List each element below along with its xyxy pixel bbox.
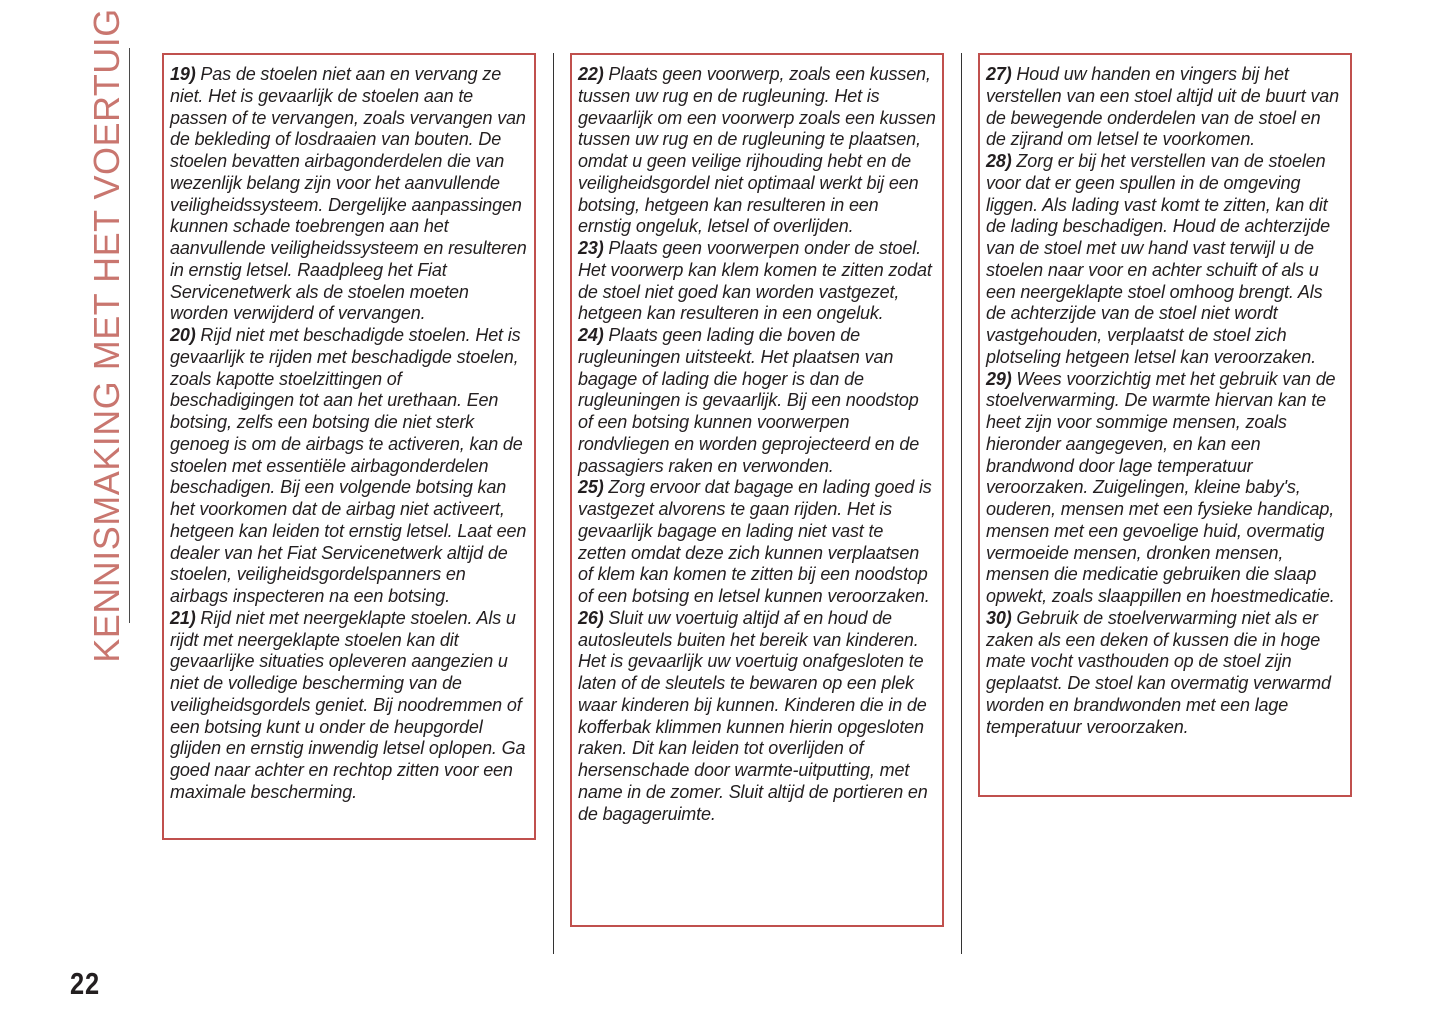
warning-text: Pas de stoelen niet aan en vervang ze niet. Het is gevaarlijk de stoelen aan te passen of te vervangen, zoals vervangen van de bekleding of losdraaien van bouten. De stoelen bevatten airbagonderdelen die van wezenlijk belang zijn voor het aanvullende veiligheidssysteem. Dergelijke aanpassingen kunnen schade toebrengen aan het aanvullende veiligheidssysteem en resulteren in ernstig letsel. Raadpleeg het Fiat Servicenetwerk als de stoelen moeten worden verwijderd of vervangen. xyxy=(170,64,527,324)
warning-number: 25) xyxy=(578,477,604,498)
warning-20 xyxy=(170,325,528,608)
column-divider xyxy=(553,53,554,954)
warning-text: Rijd niet met beschadigde stoelen. Het is gevaarlijk te rijden met beschadigde stoelen, zoals kapotte stoelzittingen of beschadigingen tot aan het urethaan. Een botsing, zelfs een botsing die niet sterk genoeg is om de airbags te activeren, kan de stoelen met essentiële airbagonderdelen beschadigen. Bij een volgende botsing kan het voorkomen dat de airbag niet activeert, hetgeen kan leiden tot ernstig letsel. Laat een dealer van het Fiat Servicenetwerk altijd de stoelen, veiligheidsgordelspanners en airbags inspecteren na een botsing. xyxy=(170,325,527,606)
column-divider xyxy=(961,53,962,954)
warning-number: 21) xyxy=(170,607,196,628)
warning-box-col2 xyxy=(570,53,944,927)
warning-text: Plaats geen voorwerpen onder de stoel. Het voorwerp kan klem komen te zitten zodat de stoel niet goed kan worden vastgezet, hetgeen kan resulteren in een ongeluk. xyxy=(578,238,932,324)
warning-26 xyxy=(578,608,936,826)
warning-25 xyxy=(578,477,936,608)
page-number: 22 xyxy=(70,966,100,1001)
warning-number: 27) xyxy=(986,64,1012,84)
warning-27 xyxy=(986,64,1344,151)
warning-number: 28) xyxy=(986,151,1012,171)
warning-28 xyxy=(986,151,1344,369)
warning-text: Wees voorzichtig met het gebruik van de stoelverwarming. De warmte hiervan kan te heet zijn voor sommige mensen, zoals hieronder aangegeven, en kan een brandwond door lage temperatuur veroorzaken. Zuigelingen, kleine baby's, ouderen, mensen met een fysieke handicap, mensen met een gevoelige huid, overmatig vermoeide mensen, dronken mensen, mensen die medicatie gebruiken die slaap opwekt, zoals slaappillen en hoestmedicatie. xyxy=(986,368,1336,606)
warning-24 xyxy=(578,325,936,477)
warning-text: Sluit uw voertuig altijd af en houd de autosleutels buiten het bereik van kinderen. Het is gevaarlijk uw voertuig onafgesloten te laten of de sleutels te bewaren op een plek waar kinderen bij kunnen. Kinderen die in de kofferbak klimmen kunnen hierin opgesloten raken. Dit kan leiden tot overlijden of hersenschade door warmte-uitputting, met name in de zomer. Sluit altijd de portieren en de bagageruimte. xyxy=(578,607,928,824)
warning-30 xyxy=(986,608,1344,739)
warning-29 xyxy=(986,369,1344,608)
warning-22 xyxy=(578,64,936,238)
warning-number: 20) xyxy=(170,325,196,345)
warning-23 xyxy=(578,238,936,325)
warning-19 xyxy=(170,64,528,325)
warning-number: 23) xyxy=(578,238,604,258)
warning-number: 22) xyxy=(578,64,604,84)
warning-number: 24) xyxy=(578,325,604,345)
warning-box-col1 xyxy=(162,53,536,840)
warning-number: 30) xyxy=(986,607,1012,628)
warning-number: 29) xyxy=(986,368,1012,389)
warning-text: Rijd niet met neergeklapte stoelen. Als u rijdt met neergeklapte stoelen kan dit gevaarlijke situaties opleveren aangezien u niet de volledige bescherming van de veiligheidsgordels geniet. Bij noodremmen of een botsing kunt u onder de heupgordel glijden en ernstig inwendig letsel oplopen. Ga goed naar achter en rechtop zitten voor een maximale bescherming. xyxy=(170,607,526,802)
warning-number: 26) xyxy=(578,607,604,628)
warning-box-col3 xyxy=(978,53,1352,797)
warning-text: Zorg ervoor dat bagage en lading goed is vastgezet alvorens te gaan rijden. Het is gevaarlijk bagage en lading niet vast te zetten omdat deze zich kunnen verplaatsen of klem kan komen te zitten bij een noodstop of een botsing en letsel kunnen veroorzaken. xyxy=(578,477,932,606)
warning-text: Plaats geen voorwerp, zoals een kussen, tussen uw rug en de rugleuning. Het is gevaarlijk om een voorwerp zoals een kussen tussen uw rug en de rugleuning te plaatsen, omdat u geen veilige rijhouding hebt en de veiligheidsgordel niet optimaal werkt bij een botsing, hetgeen kan resulteren in een ernstig ongeluk, letsel of overlijden. xyxy=(578,64,936,237)
warning-21 xyxy=(170,608,528,804)
warning-text: Gebruik de stoelverwarming niet als er zaken als een deken of kussen die in hoge mate vocht vasthouden op de stoel zijn geplaatst. De stoel kan overmatig verwarmd worden en brandwonden met een lage temperatuur veroorzaken. xyxy=(986,607,1331,737)
section-title: KENNISMAKING MET HET VOERTUIG xyxy=(84,48,130,623)
warning-text: Houd uw handen en vingers bij het verstellen van een stoel altijd uit de buurt van de bewegende onderdelen van de stoel en de zijrand om letsel te voorkomen. xyxy=(986,64,1340,150)
warning-text: Zorg er bij het verstellen van de stoelen voor dat er geen spullen in de omgeving liggen. Als lading vast komt te zitten, kan dit de lading beschadigen. Houd de achterzijde van de stoel met uw hand vast terwijl u de stoelen naar voor en achter schuift of als u een neergeklapte stoel omhoog brengt. Als de achterzijde van de stoel niet wordt vastgehouden, verplaatst de stoel zich plotseling hetgeen letsel kan veroorzaken. xyxy=(986,151,1330,367)
warning-text: Plaats geen lading die boven de rugleuningen uitsteekt. Het plaatsen van bagage of lading die hoger is dan de rugleuningen is gevaarlijk. Bij een noodstop of een botsing kunnen voorwerpen rondvliegen en worden geprojecteerd en de passagiers raken en verwonden. xyxy=(578,325,920,476)
warning-number: 19) xyxy=(170,64,196,84)
